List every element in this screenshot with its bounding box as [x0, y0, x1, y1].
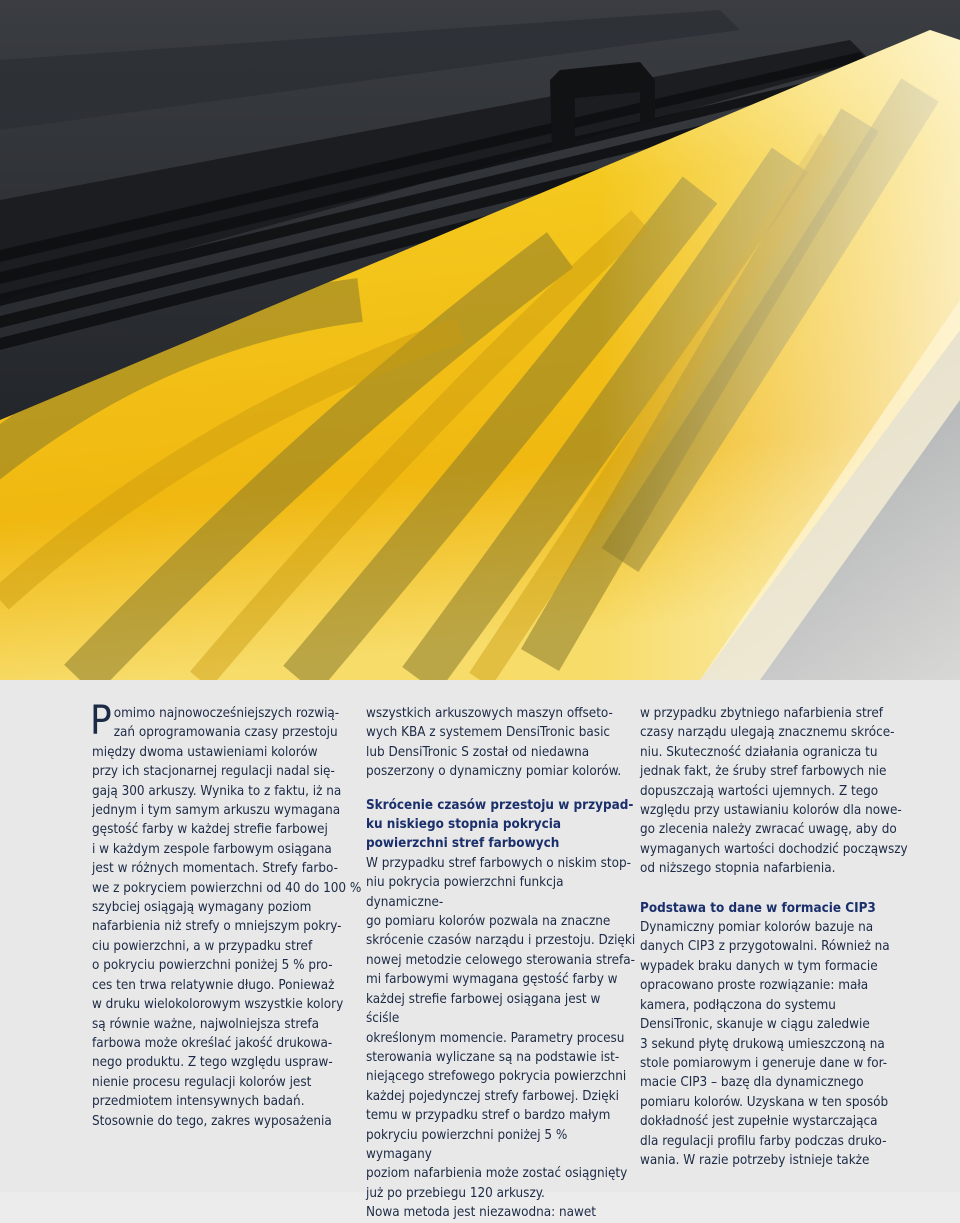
section-heading-downtime: Skrócenie czasów przestoju w przypad- ku niskiego stopnia pokrycia powierzchni stref farbowych — [366, 797, 634, 852]
paragraph-cip3: Dynamiczny pomiar kolorów bazuje na danych CIP3 z przygotowalni. Również na wypadek braku danych w tym formacie opracowano proste rozwiązanie: mała kamera, podłączona do systemu DensiTronic, skanuje w ciągu zaledwie 3 sekund płytę drukową umieszczoną na stole pomiarowym i generuje dane w for- macie CIP3 – bazę dla dynamicznego pomiaru kolorów. Uzyskana w ten sposób dokładność jest zupełnie wystarczająca dla regulacji profilu farby podczas druko- wania. W razie potrzeby istnieje także — [640, 920, 890, 1168]
paragraph-downtime: W przypadku stref farbowych o niskim stop- niu pokrycia powierzchni funkcja dynamiczne- go pomiaru kolorów pozwala na znaczne skrócenie czasów narządu i przestoju. Dzięki nowej metodzie celowego sterowania strefa- mi farbowymi wymagana gęstość farby w każdej strefie farbowej osiągana jest w ściśle określonym momencie. Parametry procesu sterowania wyliczane są na podstawie ist- niejącego strefowego pokrycia powierzchni każdej pojedynczej strefy farbowej. Dzięki temu w przypadku stref o bardzo małym pokryciu powierzchni poniżej 5 % wymagany poziom nafarbienia może zostać osiągnięty już po przebiegu 120 arkuszy. Nowa metoda jest niezawodna: nawet — [366, 855, 636, 1221]
paragraph-intro — [90, 698, 362, 1131]
article-column-3 — [640, 704, 910, 1170]
drop-cap: P — [90, 698, 112, 744]
article-column-2 — [366, 704, 636, 1223]
intro-text: omimo najnowocześniejszych rozwią- zań oprogramowania czasy przestoju między dwoma ustawieniami kolorów przy ich stacjonarnej regulacji nadal się- gają 300 arkuszy. Wynika to z faktu, iż na jednym i tym samym arkuszu wymagana gęstość farby w każdej strefie farbowej i w każdym zespole farbowym osiągana jest w różnych momentach. Strefy farbo- we z pokryciem powierzchni od 40 do 100 % szybciej osiągają wymagany poziom nafarbienia niż strefy o mniejszym pokry- ciu powierzchni, a w przypadku stref o pokryciu powierzchni poniżej 5 % pro- ces ten trwa relatywnie długo. Ponieważ w druku wielokolorowym wszystkie kolory są równie ważne, najwolniejsza strefa farbowa może określać jakość drukowa- nego produktu. Z tego względu uspraw- nienie procesu regulacji kolorów jest przedmiotem intensywnych badań. Stosownie do tego, zakres wyposażenia — [92, 706, 362, 1129]
article-column-1 — [90, 698, 362, 1131]
paragraph-continued: wszystkich arkuszowych maszyn offseto- wych KBA z systemem DensiTronic basic lub DensiTronic S został od niedawna poszerzony o dynamiczny pomiar kolorów. — [366, 706, 622, 780]
paragraph-overinking: w przypadku zbytniego nafarbienia stref czasy narządu ulegają znacznemu skróce- niu. Skuteczność działania ogranicza tu jednak fakt, że śruby stref farbowych nie dopuszczają wartości ujemnych. Z tego względu przy ustawianiu kolorów dla nowe- go zlecenia należy zwracać uwagę, aby do wymaganych wartości dochodzić począwszy od niższego stopnia nafarbienia. — [640, 706, 908, 877]
article-text-area — [0, 680, 960, 1221]
section-heading-cip3: Podstawa to dane w formacie CIP3 — [640, 900, 876, 916]
